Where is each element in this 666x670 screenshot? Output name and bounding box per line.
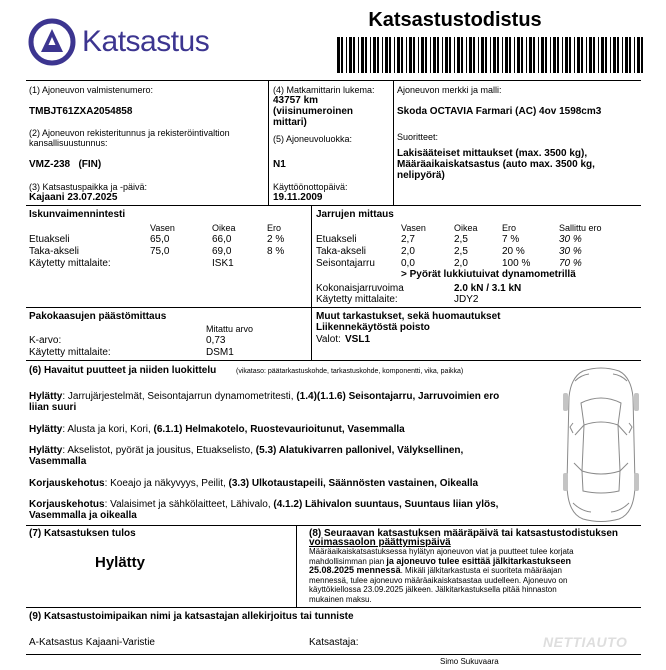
shock-device-value: ISK1 xyxy=(212,258,234,269)
barcode-bar xyxy=(625,37,628,73)
barcode-bar xyxy=(617,37,619,73)
defects-legend: (vikataso: päätarkastuskohde, tarkastuskohde, komponentti, vika, paikka) xyxy=(236,368,464,375)
barcode-bar xyxy=(377,37,379,73)
defect-item xyxy=(29,478,554,489)
first-use-label: Käyttöönottopäivä: xyxy=(273,182,348,192)
brand-name: Katsastus xyxy=(82,25,210,58)
make-label: Ajoneuvon merkki ja malli: xyxy=(397,85,502,95)
barcode-bar xyxy=(629,37,631,73)
shock-row-label: Etuakseli xyxy=(29,234,70,245)
barcode-bar xyxy=(389,37,391,73)
barcode-bar xyxy=(521,37,523,73)
brakes-total-label: Kokonaisjarruvoima xyxy=(316,283,404,294)
barcode-bar xyxy=(469,37,472,73)
barcode-bar xyxy=(545,37,547,73)
defect-item xyxy=(29,391,554,413)
barcode-bar xyxy=(370,37,371,73)
brakes-col-diff: Ero xyxy=(502,223,517,233)
defect-severity: Korjauskehotus xyxy=(29,499,105,510)
place-label: (3) Katsastuspaikka ja -päivä: xyxy=(29,182,148,192)
vin-value: TMBJT61ZXA2054858 xyxy=(29,106,133,117)
barcode-bar xyxy=(593,37,595,73)
other-title: Muut tarkastukset, sekä huomautukset xyxy=(316,311,501,322)
brakes-row-diff: 100 % xyxy=(502,258,531,269)
next-due-date: 25.08.2025 mennessä xyxy=(309,565,401,575)
barcode-bar xyxy=(397,37,400,73)
defects-title: (6) Havaitut puutteet ja niiden luokittelu xyxy=(29,365,217,376)
defect-parts: : Akselistot, pyörät ja jousitus, Etuakselisto, xyxy=(62,445,256,456)
barcode-bar xyxy=(401,37,403,73)
divider-bottom xyxy=(26,654,641,655)
barcode-bar xyxy=(406,37,407,73)
emissions-title: Pakokaasujen päästömittaus xyxy=(29,311,167,322)
barcode-bar xyxy=(442,37,443,73)
barcode-bar xyxy=(461,37,463,73)
emissions-device-value: DSM1 xyxy=(206,347,234,358)
barcode-bar xyxy=(557,37,559,73)
first-use-value: 19.11.2009 xyxy=(273,192,323,203)
barcode-bar xyxy=(365,37,367,73)
brakes-row-right: 2,5 xyxy=(454,246,468,257)
barcode-bar xyxy=(589,37,592,73)
brakes-col-allowed: Sallittu ero xyxy=(559,223,602,233)
defect-severity: Hylätty xyxy=(29,445,63,456)
defect-severity: Korjauskehotus xyxy=(29,478,105,489)
defect-item xyxy=(29,424,554,435)
divider-mid xyxy=(311,205,312,360)
other-removal: Liikennekäytöstä poisto xyxy=(316,322,430,333)
barcode-bar xyxy=(605,37,607,73)
barcode-bar xyxy=(598,37,599,73)
brakes-col-left: Vasen xyxy=(401,223,426,233)
defect-detail: (6.1.1) Helmakotelo, Ruostevaurioitunut, Vasemmalla xyxy=(153,424,405,435)
car-diagram-icon xyxy=(561,363,641,525)
divider-row-5 xyxy=(26,525,641,526)
defect-detail: (5.3) Alatukivarren pallonivel, Välyksellinen, xyxy=(255,445,464,456)
defect-detail: (4.1.2) Lähivalon suuntaus, Suuntaus liian ylös, xyxy=(273,499,499,510)
brakes-row-diff: 20 % xyxy=(502,246,525,257)
barcode-bar xyxy=(641,37,643,73)
barcode-bar xyxy=(610,37,611,73)
brakes-row-allowed: 70 % xyxy=(559,258,582,269)
brakes-device-label: Käytetty mittalaite: xyxy=(316,294,398,305)
barcode-bar xyxy=(433,37,436,73)
shock-row-left: 75,0 xyxy=(150,246,170,257)
vin-label: (1) Ajoneuvon valmistenumero: xyxy=(29,85,154,95)
emissions-measured-header: Mitattu arvo xyxy=(206,324,254,334)
next-text-emph: ja ajoneuvo tulee esittää jälkitarkastukseen xyxy=(386,555,571,566)
brakes-row-label: Taka-akseli xyxy=(316,246,367,257)
barcode-bar xyxy=(418,37,419,73)
barcode-bar xyxy=(425,37,427,73)
brakes-col-right: Oikea xyxy=(454,223,478,233)
barcode-bar xyxy=(457,37,460,73)
defect-item xyxy=(29,445,554,467)
barcode-bar xyxy=(562,37,563,73)
shock-col-diff: Ero xyxy=(267,223,282,233)
brakes-row-diff: 7 % xyxy=(502,234,520,245)
next-text-line: mennessä, tulee ajoneuvo määräaikaiskatsastaa uudelleen. Ajoneuvo on xyxy=(309,575,568,585)
brakes-row-allowed: 30 % xyxy=(559,234,582,245)
next-text-line: käyttökiellossa 23.09.2025 jälkeen. Jälkitarkastuksella pitää hinnaston xyxy=(309,585,557,594)
document-title: Katsastustodistus xyxy=(368,9,542,31)
shock-row-diff: 8 % xyxy=(267,246,285,257)
barcode-bar xyxy=(337,37,340,73)
brakes-row-allowed: 30 % xyxy=(559,246,582,257)
shock-row-right: 69,0 xyxy=(212,246,232,257)
barcode-bar xyxy=(413,37,415,73)
brakes-device-value: JDY2 xyxy=(454,294,479,305)
next-title-1: (8) Seuraavan katsastuksen määräpäivä tai katsastustodistuksen xyxy=(309,528,619,539)
barcode-bar xyxy=(569,37,571,73)
defect-item xyxy=(29,499,554,521)
defect-severity: Hylätty xyxy=(29,424,63,435)
barcode-bar xyxy=(574,37,575,73)
signature-title: (9) Katsastustoimipaikan nimi ja katsastajan allekirjoitus tai tunniste xyxy=(29,611,354,622)
shock-device-label: Käytetty mittalaite: xyxy=(29,258,111,269)
emissions-k-label: K-arvo: xyxy=(29,335,62,346)
barcode-bar xyxy=(421,37,424,73)
barcode-bar xyxy=(466,37,467,73)
barcode-bar xyxy=(586,37,587,73)
defect-detail: (1.4)(1.1.6) Seisontajarru, Jarruvoimien ero xyxy=(296,391,500,402)
barcode-bar xyxy=(509,37,511,73)
divider-col-2 xyxy=(393,80,394,205)
emissions-device-label: Käytetty mittalaite: xyxy=(29,347,111,358)
barcode-bar xyxy=(373,37,376,73)
odometer-note-2: mittari) xyxy=(273,117,307,128)
barcode-bar xyxy=(493,37,496,73)
barcode-bar xyxy=(437,37,439,73)
watermark: NETTIAUTO xyxy=(543,634,628,650)
brakes-row-left: 2,7 xyxy=(401,234,415,245)
brakes-row-label: Etuakseli xyxy=(316,234,357,245)
divider-top xyxy=(26,80,641,81)
reg-value: VMZ-238 (FIN) xyxy=(29,159,102,170)
barcode-bar xyxy=(505,37,508,73)
performed-line-1: Lakisääteiset mittaukset (max. 3500 kg), xyxy=(397,148,588,159)
divider-col-1 xyxy=(268,80,269,205)
barcode-bar xyxy=(502,37,503,73)
barcode-bar xyxy=(601,37,604,73)
brakes-row-left: 0,0 xyxy=(401,258,415,269)
barcode-bar xyxy=(445,37,448,73)
brakes-dyno-note: > Pyörät lukkiutuivat dynamometrillä xyxy=(401,269,576,280)
barcode-bar xyxy=(341,37,343,73)
performed-line-2: Määräaikaiskatsastus (auto max. 3500 kg, xyxy=(397,159,595,170)
next-text-line xyxy=(309,566,644,576)
shock-row-right: 66,0 xyxy=(212,234,232,245)
emissions-k-value: 0,73 xyxy=(206,335,226,346)
defect-detail: (3.3) Ulkotaustapeili, Säännösten vastainen, Oikealla xyxy=(228,478,479,489)
shock-row-left: 65,0 xyxy=(150,234,170,245)
inspector-label: Katsastaja: xyxy=(309,637,359,648)
barcode-bar xyxy=(353,37,355,73)
barcode-bar xyxy=(349,37,352,73)
barcode-bar xyxy=(517,37,520,73)
next-text-span: mahdollisimman pian xyxy=(309,556,387,566)
reg-label-1: (2) Ajoneuvon rekisteritunnus ja rekisteröintivaltion xyxy=(29,128,230,138)
barcode-bar xyxy=(361,37,364,73)
shock-col-right: Oikea xyxy=(212,223,236,233)
barcode-bar xyxy=(637,37,640,73)
shock-title: Iskunvaimennintesti xyxy=(29,209,126,220)
next-text-span: . Mikäli jälkitarkastusta ei suoriteta määräajan xyxy=(400,566,562,575)
reg-label-2: kansallisuustunnus: xyxy=(29,138,108,148)
shock-col-left: Vasen xyxy=(150,223,175,233)
class-value: N1 xyxy=(273,159,286,170)
katsastus-logo-icon xyxy=(28,18,76,66)
defect-severity: Hylätty xyxy=(29,391,63,402)
next-text-line: mukainen maksu. xyxy=(309,594,372,604)
barcode-bar xyxy=(622,37,623,73)
barcode-bar xyxy=(485,37,487,73)
brakes-row-left: 2,0 xyxy=(401,246,415,257)
barcode-bar xyxy=(577,37,580,73)
divider-row-4 xyxy=(26,360,641,361)
class-label: (5) Ajoneuvoluokka: xyxy=(273,134,353,144)
divider-row-6 xyxy=(26,607,641,608)
barcode-bar xyxy=(553,37,556,73)
barcode-bar xyxy=(490,37,491,73)
inspector-name: Simo Sukuvaara xyxy=(440,657,499,666)
barcode-bar xyxy=(541,37,544,73)
lights-value: VSL1 xyxy=(345,334,371,345)
odometer-label: (4) Matkamittarin lukema: xyxy=(273,85,375,95)
performed-line-3: nelipyörä) xyxy=(397,170,445,181)
barcode-bar xyxy=(454,37,455,73)
next-text xyxy=(309,547,644,604)
barcode-bar xyxy=(581,37,583,73)
barcode-bar xyxy=(634,37,635,73)
shock-row-diff: 2 % xyxy=(267,234,285,245)
barcode-bar xyxy=(382,37,383,73)
result-title: (7) Katsastuksen tulos xyxy=(29,528,136,539)
odometer-value: 43757 km xyxy=(273,95,319,106)
barcode-bar xyxy=(526,37,527,73)
brakes-total-value: 2.0 kN / 3.1 kN xyxy=(454,283,522,294)
shock-row-label: Taka-akseli xyxy=(29,246,80,257)
make-value: Skoda OCTAVIA Farmari (AC) 4ov 1598cm3 xyxy=(397,106,602,117)
next-title-2: voimassaolon päättymispäivä xyxy=(309,537,451,548)
defect-detail-cont: Vasemmalla xyxy=(29,456,87,467)
barcode-bar xyxy=(430,37,431,73)
defect-parts: : Koeajo ja näkyvyys, Peilit, xyxy=(104,478,229,489)
barcode-bar xyxy=(481,37,484,73)
brakes-row-right: 2,0 xyxy=(454,258,468,269)
barcode-bar xyxy=(478,37,479,73)
brakes-row-label: Seisontajarru xyxy=(316,258,375,269)
barcode-bar xyxy=(613,37,616,73)
barcode-bar xyxy=(358,37,359,73)
barcode-bar xyxy=(409,37,412,73)
station-name: A-Katsastus Kajaani-Varistie xyxy=(29,637,155,648)
barcode-bar xyxy=(346,37,347,73)
barcode-bar xyxy=(538,37,539,73)
barcode-bar xyxy=(473,37,475,73)
brakes-row-right: 2,5 xyxy=(454,234,468,245)
defect-detail-cont: Vasemmalla ja oikealla xyxy=(29,510,137,521)
barcode xyxy=(337,37,645,73)
defect-parts: : Alusta ja kori, Kori, xyxy=(62,424,154,435)
barcode-bar xyxy=(533,37,535,73)
lights-label: Valot: xyxy=(316,334,341,345)
barcode-bar xyxy=(449,37,451,73)
brakes-title: Jarrujen mittaus xyxy=(316,209,394,220)
result-value: Hylätty xyxy=(95,554,146,571)
katsastus-logo xyxy=(28,18,228,66)
barcode-bar xyxy=(529,37,532,73)
divider-row-3 xyxy=(26,307,641,308)
divider-result xyxy=(296,525,297,607)
divider-row-2 xyxy=(26,205,641,206)
defect-detail-cont: liian suuri xyxy=(29,402,77,413)
performed-label: Suoritteet: xyxy=(397,132,439,142)
defect-parts: : Jarrujärjestelmät, Seisontajarrun dynamometritesti, xyxy=(62,391,297,402)
defect-parts: : Valaisimet ja sähkölaitteet, Lähivalo, xyxy=(104,499,274,510)
barcode-bar xyxy=(514,37,515,73)
odometer-note-1: (viisinumeroinen xyxy=(273,106,354,117)
place-value: Kajaani 23.07.2025 xyxy=(29,192,118,203)
barcode-bar xyxy=(385,37,388,73)
barcode-bar xyxy=(565,37,568,73)
next-text-line: Määräaikaiskatsastuksessa hylätyn ajoneuvon viat ja puutteet tulee korjata xyxy=(309,547,574,556)
barcode-bar xyxy=(394,37,395,73)
barcode-bar xyxy=(497,37,499,73)
barcode-bar xyxy=(550,37,551,73)
